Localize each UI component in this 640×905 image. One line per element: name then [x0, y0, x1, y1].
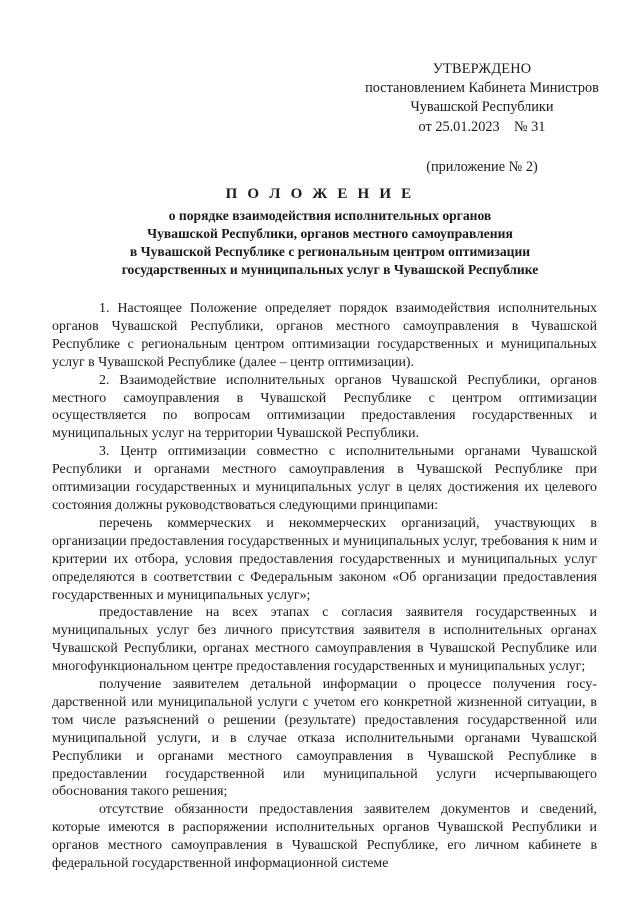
- approval-authority: постановлением Кабинета Министров: [365, 80, 599, 97]
- principle-remote-service: предоставление на всех этапах с согласия заявителя государственных и муниципальных услуг без личного присутствия заявителя в исполнительных органах Чувашской Республики, органах местного самоуправления в Чувашской Республике или многофункциональном центре предоставления государственных и муниципальных услуг;: [52, 605, 597, 675]
- principle-organizations: перечень коммерческих и некоммерческих организаций, участвующих в организации предоставления государственных и муниципальных услуг, требования к ним и критерии их отбора, условия предоставления государственных и муниципальных услуг определяются в соответствии с Федеральным законом «Об организации предоставления государственных и муниципальных услуг»;: [52, 515, 597, 603]
- approval-date-number: от 25.01.2023 № 31: [418, 118, 546, 135]
- subtitle-line: о порядке взаимодействия исполнительных органов: [168, 208, 492, 223]
- document-title: П О Л О Ж Е Н И Е: [225, 186, 415, 202]
- document-body: [52, 300, 597, 873]
- approval-republic: Чувашской Республики: [410, 99, 554, 116]
- approval-stamp: [352, 60, 612, 177]
- subtitle-line: в Чувашской Республике с региональным центром оптимизации: [129, 244, 531, 259]
- paragraph-3: 3. Центр оптимизации совместно с исполнительными органами Чувашской Республики и органами местного самоуправления в Чувашской Республике при оптимизации государственных и муниципальных услуг в целях достижения их целевого состояния должны руководствоваться следующими принципами:: [52, 444, 597, 513]
- paragraph-1: 1. Настоящее Положение определяет порядок взаимодействия исполнительных органов Чувашской Республики, органов местного самоуправления в Чувашской Республике с региональным центром оптимизации государственных и муниципальных услуг в Чувашской Республике (далее – центр оптимизации).: [52, 301, 597, 370]
- paragraph-2: 2. Взаимодействие исполнительных органов Чувашской Республики, органов местного самоуправления в Чувашской Республике с центром оптимизации осуществляется по вопросам оптимизации предоставления государственных и муниципальных услуг на территории Чувашской Республики.: [52, 372, 597, 442]
- appendix-label: (приложение № 2): [426, 158, 538, 175]
- principle-no-documents: отсутствие обязанности предоставления заявителем документов и сведений, которые имеются в распоряжении исполнительных органов Чувашской Республики и органов местного самоуправления в Чувашской Республике, его личном кабинете в федеральной государственной информационной системе: [52, 802, 597, 872]
- principle-detailed-info: получение заявителем детальной информации о процессе получения государственной или муниципальной услуги с учетом его конкретной жизненной ситуации, в том числе разъяснений о решении (результате) предоставления государственной или муниципальной услуги, и в случае отказа исполнительными органами Чувашской Республики и органами местного самоуправления в Чувашской Республике в предоставлении государственной или муниципальной услуги исчерпывающего обоснования такого решения;: [52, 677, 597, 800]
- subtitle-line: Чувашской Республики, органов местного самоуправления: [147, 226, 513, 241]
- approval-title: УТВЕРЖДЕНО: [432, 61, 532, 77]
- subtitle-line: государственных и муниципальных услуг в Чувашской Республике: [121, 262, 539, 277]
- document-subtitle: [70, 207, 590, 279]
